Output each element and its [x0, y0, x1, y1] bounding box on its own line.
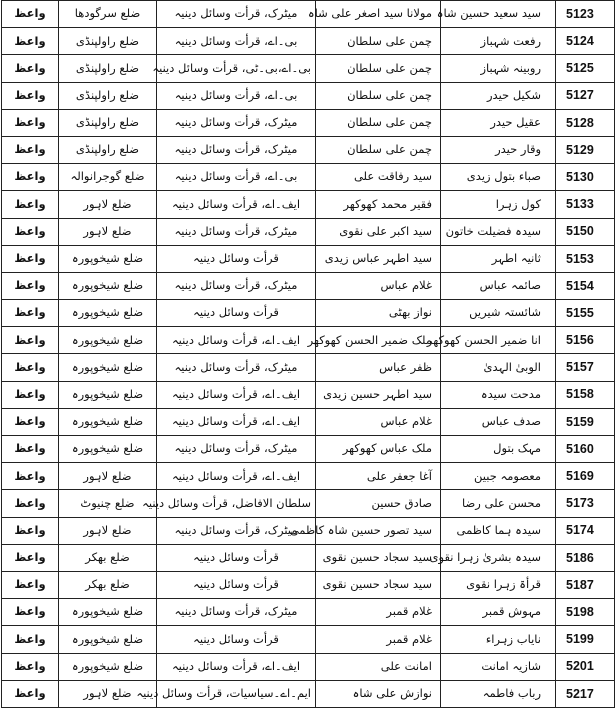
district-cell: ضلع لاہور [59, 191, 157, 218]
district-cell: ضلع لاہور [59, 517, 157, 544]
guardian-name-cell: سید رفاقت علی [316, 164, 441, 191]
table-row [2, 517, 615, 544]
designation-cell: واعظ [2, 218, 59, 245]
serial-number-cell: 5198 [556, 599, 615, 626]
district-cell: ضلع شیخوپورہ [59, 653, 157, 680]
guardian-name-cell: آغا جعفر علی [316, 463, 441, 490]
person-name-cell: الوبیٰ الہدیٰ [441, 354, 556, 381]
person-name-cell: شکیل حیدر [441, 82, 556, 109]
serial-number-cell: 5186 [556, 544, 615, 571]
guardian-name-cell: چمن علی سلطان [316, 28, 441, 55]
education-cell: میٹرک، قرأت وسائل دینیہ [157, 517, 316, 544]
education-cell: میٹرک، قرأت وسائل دینیہ [157, 354, 316, 381]
education-cell: میٹرک، قرأت وسائل دینیہ [157, 436, 316, 463]
person-name-cell: رباب فاطمہ [441, 680, 556, 707]
education-cell: ایم۔اے۔سیاسیات، قرأت وسائل دینیہ [157, 680, 316, 707]
designation-cell: واعظ [2, 272, 59, 299]
serial-number-cell: 5123 [556, 1, 615, 28]
serial-number-cell: 5153 [556, 245, 615, 272]
district-cell: ضلع راولپنڈی [59, 109, 157, 136]
designation-cell: واعظ [2, 245, 59, 272]
designation-cell: واعظ [2, 82, 59, 109]
table-row [2, 680, 615, 707]
district-cell: ضلع راولپنڈی [59, 136, 157, 163]
education-cell: ایف۔اے، قرأت وسائل دینیہ [157, 327, 316, 354]
designation-cell: واعظ [2, 327, 59, 354]
guardian-name-cell: غلام عباس [316, 272, 441, 299]
table-row [2, 571, 615, 598]
designation-cell: واعظ [2, 28, 59, 55]
guardian-name-cell: غلام قمبر [316, 599, 441, 626]
guardian-name-cell: مولانا سید اصغر علی شاہ [316, 1, 441, 28]
district-cell: ضلع راولپنڈی [59, 28, 157, 55]
education-cell: میٹرک، قرأت وسائل دینیہ [157, 1, 316, 28]
designation-cell: واعظ [2, 354, 59, 381]
designation-cell: واعظ [2, 109, 59, 136]
table-row [2, 218, 615, 245]
person-name-cell: نایاب زہراء [441, 626, 556, 653]
education-cell: بی۔اے، قرأت وسائل دینیہ [157, 164, 316, 191]
guardian-name-cell: سید تصور حسین شاہ کاظمی [316, 517, 441, 544]
serial-number-cell: 5173 [556, 490, 615, 517]
serial-number-cell: 5160 [556, 436, 615, 463]
registry-table [1, 0, 615, 708]
district-cell: ضلع شیخوپورہ [59, 436, 157, 463]
education-cell: قرأت وسائل دینیہ [157, 245, 316, 272]
designation-cell: واعظ [2, 1, 59, 28]
table-row [2, 164, 615, 191]
district-cell: ضلع بھکر [59, 544, 157, 571]
guardian-name-cell: امانت علی [316, 653, 441, 680]
guardian-name-cell: نواز بھٹی [316, 300, 441, 327]
guardian-name-cell: سید سجاد حسین نقوی [316, 544, 441, 571]
serial-number-cell: 5155 [556, 300, 615, 327]
registry-table-body [2, 1, 615, 708]
person-name-cell: کول زہرا [441, 191, 556, 218]
table-row [2, 300, 615, 327]
guardian-name-cell: ملک ضمیر الحسن کھوکھر [316, 327, 441, 354]
education-cell: بی۔اے،بی۔ٹی، قرأت وسائل دینیہ [157, 55, 316, 82]
person-name-cell: صدف عباس [441, 408, 556, 435]
person-name-cell: سیدہ بشریٰ زہرا نقوی [441, 544, 556, 571]
designation-cell: واعظ [2, 136, 59, 163]
serial-number-cell: 5154 [556, 272, 615, 299]
guardian-name-cell: غلام قمبر [316, 626, 441, 653]
education-cell: بی۔اے، قرأت وسائل دینیہ [157, 28, 316, 55]
person-name-cell: سید سعید حسین شاہ [441, 1, 556, 28]
education-cell: ایف۔اے، قرأت وسائل دینیہ [157, 381, 316, 408]
table-row [2, 544, 615, 571]
education-cell: میٹرک، قرأت وسائل دینیہ [157, 136, 316, 163]
designation-cell: واعظ [2, 626, 59, 653]
district-cell: ضلع بھکر [59, 571, 157, 598]
education-cell: قرأت وسائل دینیہ [157, 571, 316, 598]
serial-number-cell: 5199 [556, 626, 615, 653]
education-cell: قرأت وسائل دینیہ [157, 544, 316, 571]
guardian-name-cell: صادق حسین [316, 490, 441, 517]
district-cell: ضلع شیخوپورہ [59, 354, 157, 381]
district-cell: ضلع لاہور [59, 218, 157, 245]
designation-cell: واعظ [2, 544, 59, 571]
serial-number-cell: 5201 [556, 653, 615, 680]
guardian-name-cell: سید اکبر علی نقوی [316, 218, 441, 245]
serial-number-cell: 5129 [556, 136, 615, 163]
person-name-cell: وقار حیدر [441, 136, 556, 163]
designation-cell: واعظ [2, 517, 59, 544]
person-name-cell: عقیل حیدر [441, 109, 556, 136]
serial-number-cell: 5125 [556, 55, 615, 82]
serial-number-cell: 5150 [556, 218, 615, 245]
person-name-cell: انا ضمیر الحسن کھوکھر [441, 327, 556, 354]
person-name-cell: محسن علی رضا [441, 490, 556, 517]
designation-cell: واعظ [2, 191, 59, 218]
table-row [2, 1, 615, 28]
table-row [2, 191, 615, 218]
table-row [2, 109, 615, 136]
person-name-cell: مدحت سیدہ [441, 381, 556, 408]
district-cell: ضلع لاہور [59, 463, 157, 490]
education-cell: ایف۔اے، قرأت وسائل دینیہ [157, 653, 316, 680]
education-cell: قرأت وسائل دینیہ [157, 626, 316, 653]
serial-number-cell: 5169 [556, 463, 615, 490]
education-cell: ایف۔اے، قرأت وسائل دینیہ [157, 408, 316, 435]
guardian-name-cell: چمن علی سلطان [316, 55, 441, 82]
table-row [2, 490, 615, 517]
designation-cell: واعظ [2, 436, 59, 463]
guardian-name-cell: چمن علی سلطان [316, 136, 441, 163]
serial-number-cell: 5157 [556, 354, 615, 381]
guardian-name-cell: فقیر محمد کھوکھر [316, 191, 441, 218]
education-cell: میٹرک، قرأت وسائل دینیہ [157, 272, 316, 299]
person-name-cell: سیدہ فضیلت خاتون [441, 218, 556, 245]
district-cell: ضلع گوجرانوالہ [59, 164, 157, 191]
district-cell: ضلع راولپنڈی [59, 82, 157, 109]
table-row [2, 463, 615, 490]
table-row [2, 408, 615, 435]
district-cell: ضلع شیخوپورہ [59, 245, 157, 272]
table-row [2, 381, 615, 408]
table-row [2, 354, 615, 381]
serial-number-cell: 5128 [556, 109, 615, 136]
person-name-cell: معصومہ جبین [441, 463, 556, 490]
education-cell: میٹرک، قرأت وسائل دینیہ [157, 599, 316, 626]
serial-number-cell: 5130 [556, 164, 615, 191]
person-name-cell: سیدہ ہما کاظمی [441, 517, 556, 544]
serial-number-cell: 5217 [556, 680, 615, 707]
designation-cell: واعظ [2, 381, 59, 408]
guardian-name-cell: ظفر عباس [316, 354, 441, 381]
designation-cell: واعظ [2, 408, 59, 435]
table-row [2, 436, 615, 463]
district-cell: ضلع سرگودھا [59, 1, 157, 28]
person-name-cell: رفعت شہباز [441, 28, 556, 55]
education-cell: میٹرک، قرأت وسائل دینیہ [157, 109, 316, 136]
district-cell: ضلع شیخوپورہ [59, 408, 157, 435]
serial-number-cell: 5158 [556, 381, 615, 408]
serial-number-cell: 5124 [556, 28, 615, 55]
district-cell: ضلع شیخوپورہ [59, 327, 157, 354]
education-cell: قرأت وسائل دینیہ [157, 300, 316, 327]
district-cell: ضلع شیخوپورہ [59, 626, 157, 653]
guardian-name-cell: ملک عباس کھوکھر [316, 436, 441, 463]
designation-cell: واعظ [2, 300, 59, 327]
serial-number-cell: 5187 [556, 571, 615, 598]
guardian-name-cell: چمن علی سلطان [316, 82, 441, 109]
person-name-cell: شازیہ امانت [441, 653, 556, 680]
education-cell: سلطان الافاضل، قرأت وسائل دینیہ [157, 490, 316, 517]
guardian-name-cell: غلام عباس [316, 408, 441, 435]
serial-number-cell: 5174 [556, 517, 615, 544]
table-row [2, 599, 615, 626]
designation-cell: واعظ [2, 653, 59, 680]
serial-number-cell: 5159 [556, 408, 615, 435]
district-cell: ضلع راولپنڈی [59, 55, 157, 82]
person-name-cell: صباء بتول زیدی [441, 164, 556, 191]
person-name-cell: روبینہ شہباز [441, 55, 556, 82]
serial-number-cell: 5133 [556, 191, 615, 218]
education-cell: میٹرک، قرأت وسائل دینیہ [157, 218, 316, 245]
table-row [2, 245, 615, 272]
table-row [2, 136, 615, 163]
district-cell: ضلع چنیوٹ [59, 490, 157, 517]
serial-number-cell: 5156 [556, 327, 615, 354]
district-cell: ضلع شیخوپورہ [59, 300, 157, 327]
table-row [2, 327, 615, 354]
table-row [2, 28, 615, 55]
serial-number-cell: 5127 [556, 82, 615, 109]
person-name-cell: ثانیہ اطہر [441, 245, 556, 272]
district-cell: ضلع شیخوپورہ [59, 272, 157, 299]
guardian-name-cell: نوازش علی شاہ [316, 680, 441, 707]
education-cell: ایف۔اے، قرأت وسائل دینیہ [157, 463, 316, 490]
designation-cell: واعظ [2, 571, 59, 598]
person-name-cell: مہک بتول [441, 436, 556, 463]
district-cell: ضلع لاہور [59, 680, 157, 707]
designation-cell: واعظ [2, 680, 59, 707]
guardian-name-cell: سید اطہر عباس زیدی [316, 245, 441, 272]
education-cell: ایف۔اے، قرأت وسائل دینیہ [157, 191, 316, 218]
table-row [2, 82, 615, 109]
person-name-cell: مہوش قمبر [441, 599, 556, 626]
education-cell: بی۔اے، قرأت وسائل دینیہ [157, 82, 316, 109]
table-row [2, 626, 615, 653]
guardian-name-cell: چمن علی سلطان [316, 109, 441, 136]
person-name-cell: قرأۃ زہرا نقوی [441, 571, 556, 598]
designation-cell: واعظ [2, 463, 59, 490]
designation-cell: واعظ [2, 490, 59, 517]
table-row [2, 55, 615, 82]
district-cell: ضلع شیخوپورہ [59, 599, 157, 626]
designation-cell: واعظ [2, 55, 59, 82]
designation-cell: واعظ [2, 599, 59, 626]
person-name-cell: شائستہ شیریں [441, 300, 556, 327]
guardian-name-cell: سید اطہر حسین زیدی [316, 381, 441, 408]
district-cell: ضلع شیخوپورہ [59, 381, 157, 408]
designation-cell: واعظ [2, 164, 59, 191]
table-row [2, 272, 615, 299]
guardian-name-cell: سید سجاد حسین نقوی [316, 571, 441, 598]
person-name-cell: صائمہ عباس [441, 272, 556, 299]
table-row [2, 653, 615, 680]
